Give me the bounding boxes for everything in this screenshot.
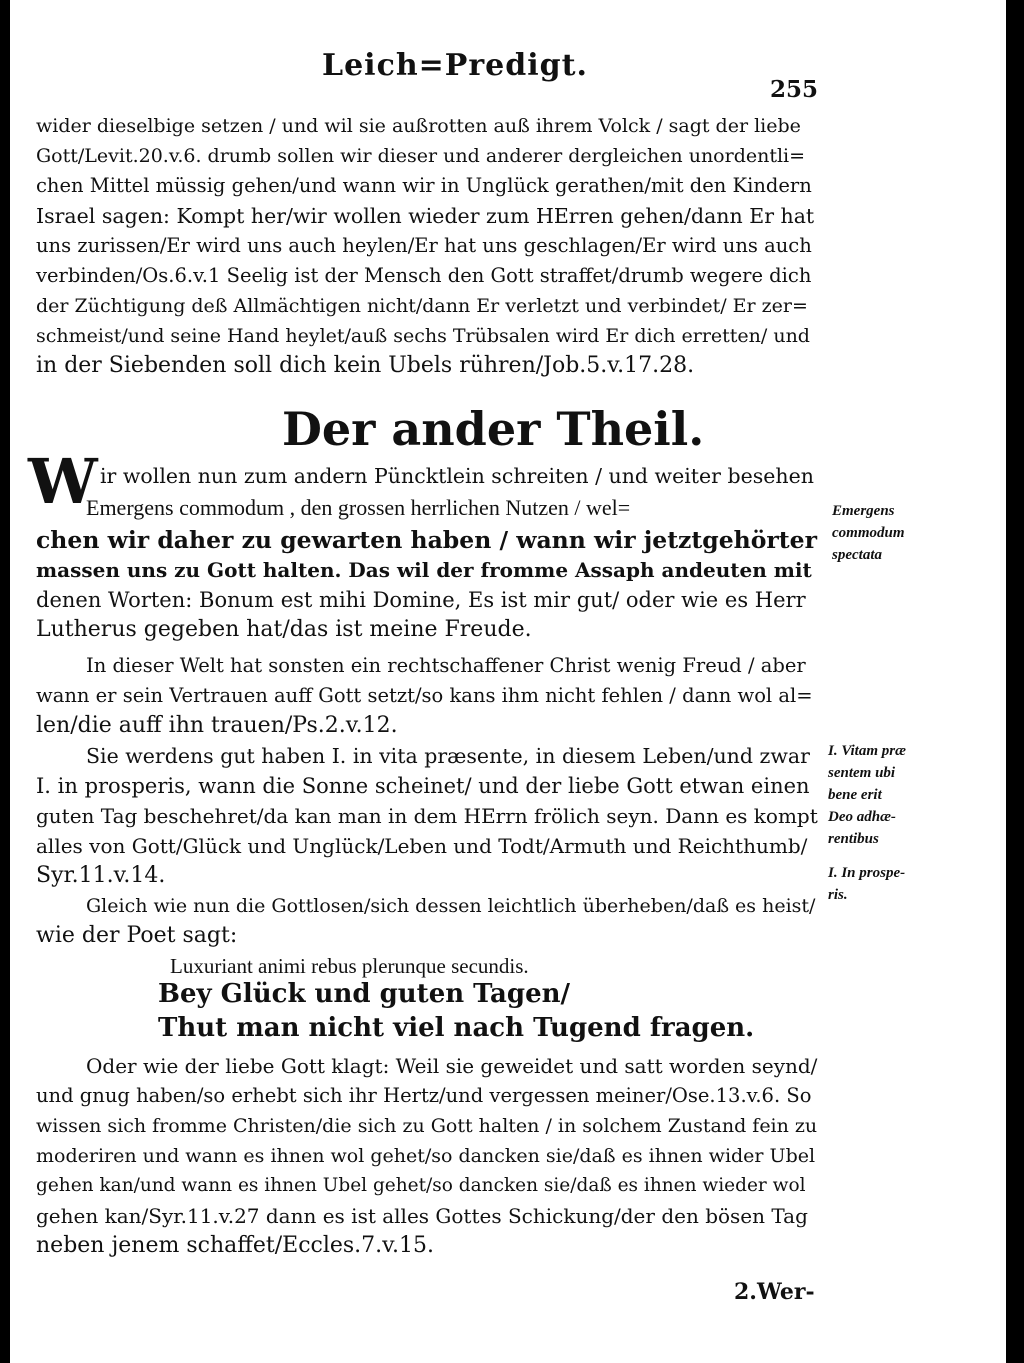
text-line: in der Siebenden soll dich kein Ubels rühren/Job.5.v.17.28.	[36, 353, 695, 378]
text-line: ir wollen nun zum andern Püncktlein schreiten / und weiter besehen	[100, 464, 814, 488]
text-line: wider dieselbige setzen / und wil sie außrotten auß ihrem Volck / sagt der liebe	[36, 115, 801, 137]
marginal-note-line: sentem ubi	[828, 765, 896, 781]
marginal-note-line: bene erit	[828, 787, 882, 803]
text-line: wann er sein Vertrauen auff Gott setzt/so kans ihm nicht fehlen / dann wol al=	[36, 684, 813, 707]
text-line: Israel sagen: Kompt her/wir wollen wieder zum HErren gehen/dann Er hat	[36, 204, 815, 228]
marginal-note	[832, 500, 905, 566]
marginal-note	[828, 862, 905, 906]
marginal-note-line: Deo adhæ-	[828, 809, 896, 825]
text-line: alles von Gott/Glück und Unglück/Leben und Todt/Armuth und Reichthumb/	[36, 834, 808, 858]
text-line: neben jenem schaffet/Eccles.7.v.15.	[36, 1233, 434, 1258]
text-line: Lutherus gegeben hat/das ist meine Freude.	[36, 617, 532, 642]
text-line: guten Tag beschehret/da kan man in dem HErrn frölich seyn. Dann es kompt	[36, 804, 818, 828]
decorated-initial: W	[28, 445, 98, 518]
text-line: wissen sich fromme Christen/die sich zu Gott halten / in solchem Zustand fein zu	[36, 1115, 818, 1137]
text-line: Gott/Levit.20.v.6. drumb sollen wir dieser und anderer dergleichen unordentli=	[36, 145, 806, 167]
text-line: Syr.11.v.14.	[36, 863, 166, 888]
text-line: chen Mittel müssig gehen/und wann wir in Unglück gerathen/mit den Kindern	[36, 174, 812, 197]
text-line: der Züchtigung deß Allmächtigen nicht/dann Er verletzt und verbindet/ Er zer=	[36, 295, 808, 317]
text-line: len/die auff ihn trauen/Ps.2.v.12.	[36, 713, 398, 738]
text-line: und gnug haben/so erhebt sich ihr Hertz/und vergessen meiner/Ose.13.v.6. So	[36, 1084, 812, 1107]
marginal-note-line: spectata	[832, 547, 882, 563]
verse-german-line: Thut man nicht viel nach Tugend fragen.	[158, 1013, 755, 1043]
text-line: In dieser Welt hat sonsten ein rechtschaffener Christ wenig Freud / aber	[86, 654, 806, 677]
text-line: uns zurissen/Er wird uns auch heylen/Er hat uns geschlagen/Er wird uns auch	[36, 234, 812, 257]
text-line: chen wir daher zu gewarten haben / wann wir jetztgehörter	[36, 526, 817, 554]
text-line: moderiren und wann es ihnen wol gehet/so dancken sie/daß es ihnen wider Ubel	[36, 1145, 816, 1167]
text-line: wie der Poet sagt:	[36, 923, 238, 948]
marginal-note-line: rentibus	[828, 831, 879, 847]
text-line: denen Worten: Bonum est mihi Domine, Es ist mir gut/ oder wie es Herr	[36, 588, 806, 612]
marginal-note-line: commodum	[832, 525, 905, 541]
text-line: Sie werdens gut haben I. in vita præsente, in diesem Leben/und zwar	[86, 744, 810, 768]
marginal-note-line: I. In prospe-	[828, 865, 906, 881]
text-line: gehen kan/und wann es ihnen Ubel gehet/so dancken sie/daß es ihnen wieder wol	[36, 1175, 806, 1196]
text-line: gehen kan/Syr.11.v.27 dann es ist alles Gottes Schickung/der den bösen Tag	[36, 1204, 808, 1228]
text-line: verbinden/Os.6.v.1 Seelig ist der Mensch den Gott straffet/drumb wegere dich	[36, 264, 812, 287]
text-line: Oder wie der liebe Gott klagt: Weil sie geweidet und satt worden seynd/	[86, 1054, 818, 1078]
verse-german-line: Bey Glück und guten Tagen/	[158, 979, 571, 1009]
marginal-note-line: I. Vitam præ	[828, 743, 906, 759]
running-header-title: Leich=Predigt.	[322, 48, 588, 83]
verse-latin: Luxuriant animi rebus plerunque secundis.	[170, 954, 529, 978]
text-line: massen uns zu Gott halten. Das wil der fromme Assaph andeuten mit	[36, 558, 812, 582]
section-heading: Der ander Theil.	[282, 402, 705, 456]
text-line: Gleich wie nun die Gottlosen/sich dessen leichtlich überheben/daß es heist/	[86, 895, 816, 917]
text-line: Emergens commodum , den grossen herrlichen Nutzen / wel=	[86, 495, 631, 520]
text-line: I. in prosperis, wann die Sonne scheinet/ und der liebe Gott etwan einen	[36, 774, 810, 798]
marginal-note	[828, 740, 906, 850]
text-line: schmeist/und seine Hand heylet/auß sechs Trübsalen wird Er dich erretten/ und	[36, 325, 810, 347]
catchword: 2.Wer-	[734, 1279, 815, 1305]
marginal-note-line: Emergens	[832, 503, 895, 519]
marginal-note-line: ris.	[828, 887, 848, 903]
page-number: 255	[770, 76, 819, 103]
